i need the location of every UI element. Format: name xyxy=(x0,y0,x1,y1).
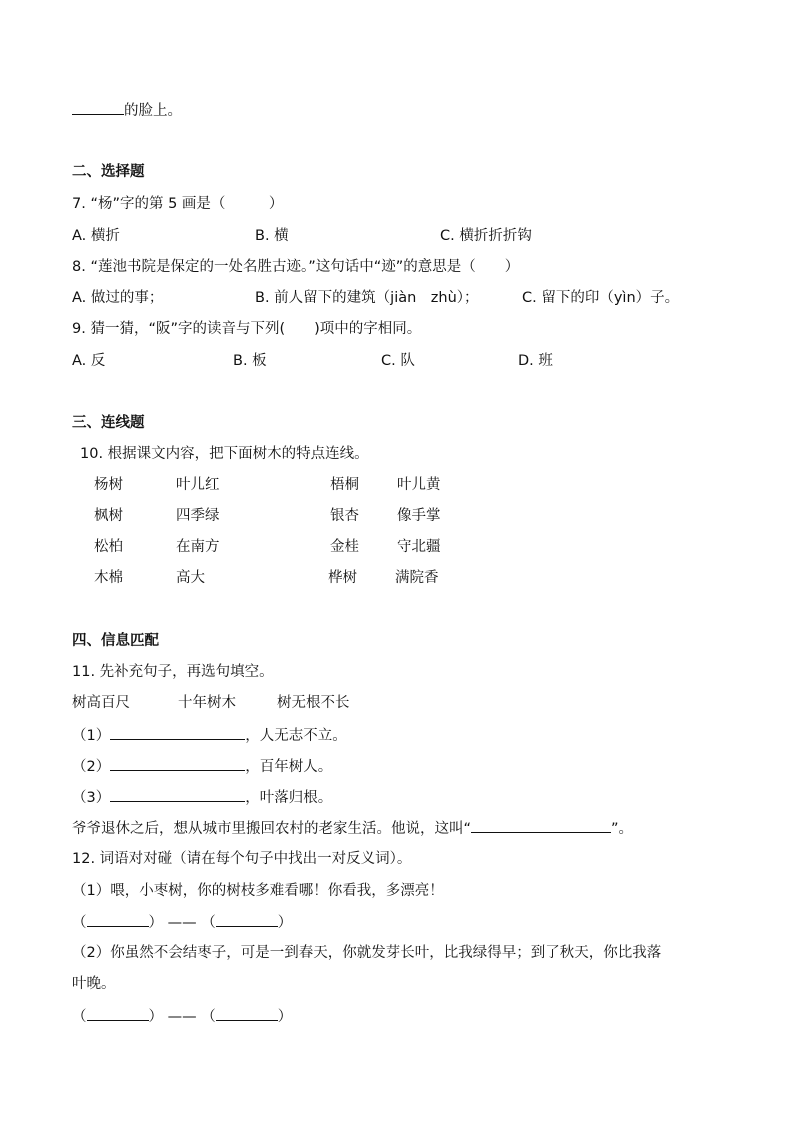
answer-blank xyxy=(72,100,124,115)
tree-row xyxy=(94,568,454,588)
antonym-pair-1 xyxy=(72,912,292,933)
tree-feature: 四季绿 xyxy=(176,508,220,524)
answer-blank xyxy=(471,818,611,833)
choice-item: 树无根不长 xyxy=(277,695,350,711)
item-text: ，人无志不立。 xyxy=(245,728,347,744)
answer-blank xyxy=(110,725,245,740)
option-c: C. 留下的印（yìn）子。 xyxy=(522,290,680,306)
section-title-matching: 三、连线题 xyxy=(72,415,145,431)
open-paren: （ xyxy=(201,1009,216,1025)
antonym-pair-2 xyxy=(72,1006,292,1027)
fill-item-3 xyxy=(72,787,332,808)
option-d: D. 班 xyxy=(518,353,553,369)
option-c: C. 横折折折钩 xyxy=(440,228,532,244)
tree-name: 枫树 xyxy=(94,508,123,524)
choice-item: 十年树木 xyxy=(178,695,236,711)
option-a: A. 横折 xyxy=(72,228,120,244)
open-paren: （ xyxy=(72,915,87,931)
question-7-stem: 7. “杨”字的第 5 画是（ ） xyxy=(72,196,284,212)
option-b: B. 前人留下的建筑（jiàn zhù）； xyxy=(255,290,479,306)
tree-name: 梧桐 xyxy=(330,477,359,493)
top-fragment-line xyxy=(72,100,182,121)
item-number: （1） xyxy=(72,728,111,744)
option-a: A. 反 xyxy=(72,353,106,369)
top-fragment-text: 的脸上。 xyxy=(124,103,182,119)
question-9-options xyxy=(72,351,632,371)
tree-feature: 高大 xyxy=(176,570,205,586)
tree-name: 金桂 xyxy=(330,539,359,555)
section-title-choice: 二、选择题 xyxy=(72,164,145,180)
sentence-after: ”。 xyxy=(611,821,634,837)
fill-item-1 xyxy=(72,725,347,746)
tree-feature: 像手掌 xyxy=(397,508,441,524)
question-10-stem: 10. 根据课文内容，把下面树木的特点连线。 xyxy=(80,446,369,462)
tree-name: 银杏 xyxy=(330,508,359,524)
open-paren: （ xyxy=(72,1009,87,1025)
choice-item: 树高百尺 xyxy=(72,695,130,711)
option-a: A. 做过的事； xyxy=(72,290,164,306)
question-8-stem: 8. “莲池书院是保定的一处名胜古迹。”这句话中“迹”的意思是（ ） xyxy=(72,259,520,275)
fill-item-2 xyxy=(72,756,332,777)
tree-feature: 满院香 xyxy=(395,570,439,586)
item-number: （3） xyxy=(72,790,111,806)
open-paren: （ xyxy=(201,915,216,931)
item-number: （2） xyxy=(72,759,111,775)
sentence-1: （1）喂，小枣树，你的树枝多难看哪！你看我，多漂亮！ xyxy=(72,883,444,899)
sentence-2-line-2: 叶晚。 xyxy=(72,976,116,992)
close-paren: ） xyxy=(148,915,163,931)
sentence-before: 爷爷退休之后，想从城市里搬回农村的老家生活。他说，这叫“ xyxy=(72,821,472,837)
tree-row xyxy=(94,506,454,526)
dash: —— xyxy=(167,1009,197,1025)
tree-row xyxy=(94,537,454,557)
tree-name: 杨树 xyxy=(94,477,123,493)
tree-name: 松柏 xyxy=(94,539,123,555)
fill-sentence xyxy=(72,818,633,839)
tree-feature: 守北疆 xyxy=(397,539,441,555)
answer-blank xyxy=(110,756,245,771)
item-text: ，叶落归根。 xyxy=(245,790,333,806)
answer-blank xyxy=(87,1006,149,1021)
question-9-stem: 9. 猜一猜，“阪”字的读音与下列( )项中的字相同。 xyxy=(72,321,422,337)
option-b: B. 板 xyxy=(233,353,267,369)
tree-feature: 在南方 xyxy=(176,539,220,555)
tree-feature: 叶儿黄 xyxy=(397,477,441,493)
option-b: B. 横 xyxy=(255,228,289,244)
option-c: C. 队 xyxy=(381,353,415,369)
answer-blank xyxy=(216,1006,278,1021)
close-paren: ） xyxy=(148,1009,163,1025)
section-title-info-match: 四、信息匹配 xyxy=(72,633,159,649)
tree-row xyxy=(94,475,454,495)
tree-name: 桦树 xyxy=(328,570,357,586)
dash: —— xyxy=(167,915,197,931)
answer-blank xyxy=(216,912,278,927)
close-paren: ） xyxy=(277,1009,293,1025)
item-text: ，百年树人。 xyxy=(245,759,333,775)
answer-blank xyxy=(110,787,245,802)
question-12-stem: 12. 词语对对碰（请在每个句子中找出一对反义词）。 xyxy=(72,851,412,867)
tree-name: 木棉 xyxy=(94,570,123,586)
sentence-2-line-1: （2）你虽然不会结枣子，可是一到春天，你就发芽长叶，比我绿得早；到了秋天，你比我落 xyxy=(72,945,662,961)
tree-feature: 叶儿红 xyxy=(176,477,220,493)
question-11-stem: 11. 先补充句子，再选句填空。 xyxy=(72,664,274,680)
question-7-options xyxy=(72,226,672,246)
answer-blank xyxy=(87,912,149,927)
close-paren: ） xyxy=(277,915,293,931)
question-8-options xyxy=(72,288,712,308)
choice-list xyxy=(72,693,392,713)
